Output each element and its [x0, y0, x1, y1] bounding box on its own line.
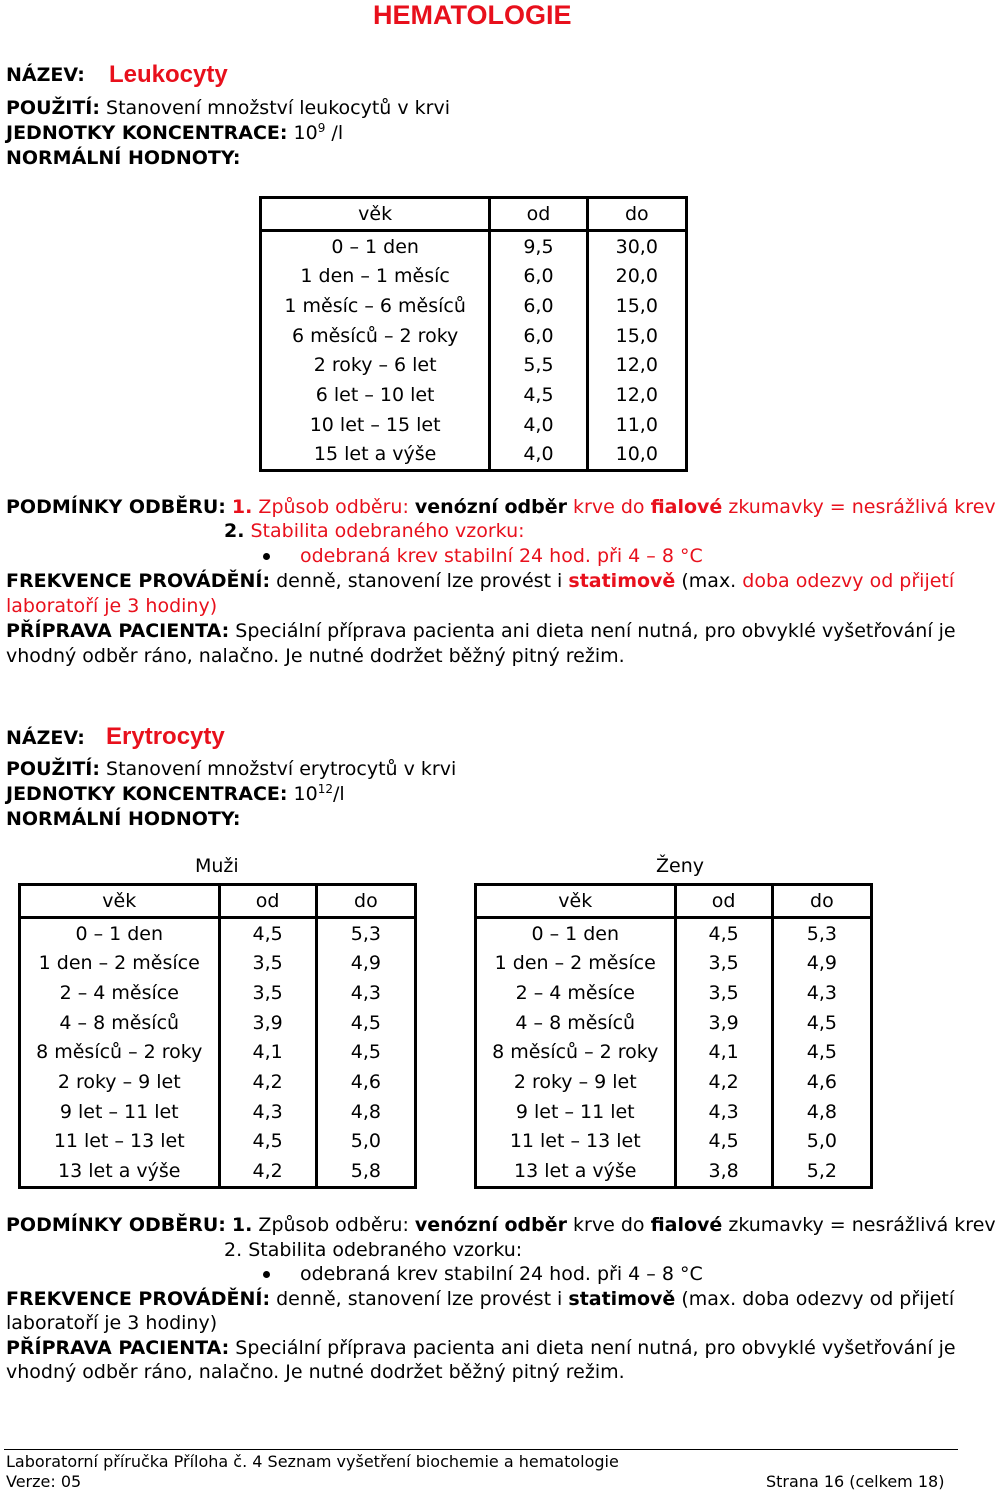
use-label: POUŽITÍ:: [6, 97, 100, 119]
table-header-cell: do: [772, 885, 871, 918]
table-cell: 30,0: [615, 235, 658, 258]
table-row: [261, 350, 687, 380]
table-cell: 4,2: [219, 1156, 316, 1187]
test-name: Erytrocyty: [106, 723, 225, 750]
table-cell: 4,2: [675, 1067, 772, 1097]
table-cell: 5,2: [806, 1160, 837, 1183]
table-row: [476, 948, 872, 978]
table-cell: 4,1: [675, 1037, 772, 1067]
conditions-label: PODMÍNKY ODBĚRU:: [6, 496, 226, 518]
leuko-conditions-row: [6, 496, 996, 518]
table-cell: 4,5: [806, 1041, 837, 1064]
table-row: [261, 230, 687, 261]
condition-number-1: 1.: [231, 1214, 253, 1236]
ery-stability-row: [224, 1239, 522, 1261]
footer-title: Laboratorní příručka Příloha č. 4 Seznam vyšetření biochemie a hematologie: [6, 1452, 619, 1471]
table-cell: 4 – 8 měsíců: [476, 1008, 676, 1038]
test-name: Leukocyty: [109, 61, 228, 88]
table-cell: 12,0: [615, 354, 658, 377]
table-row: [20, 1127, 416, 1157]
table-cell: 8 měsíců – 2 roky: [20, 1037, 220, 1067]
use-text: Stanovení množství leukocytů v krvi: [106, 97, 451, 119]
stability-text: odebraná krev stabilní 24 hod. při 4 – 8 °C: [300, 1263, 703, 1285]
frequency-response: doba odezvy od přijetí: [742, 570, 955, 592]
collection-method-label: Způsob odběru:: [258, 1214, 409, 1236]
footer-divider: [4, 1449, 958, 1450]
table-cell: 4,0: [490, 440, 587, 471]
women-caption: Ženy: [656, 855, 704, 877]
table-cell: 4,3: [350, 981, 381, 1004]
table-cell: 2 – 4 měsíce: [20, 978, 220, 1008]
table-cell: 1 den – 2 měsíce: [20, 948, 220, 978]
collection-method-value: venózní odběr: [414, 496, 567, 518]
table-cell: 3,5: [675, 948, 772, 978]
bullet-icon: [263, 553, 270, 560]
leuko-frequency-row: [6, 570, 954, 592]
table-cell: 0 – 1 den: [476, 917, 676, 948]
table-cell: 11,0: [615, 413, 658, 436]
table-cell: 3,5: [675, 978, 772, 1008]
table-cell: 4,1: [219, 1037, 316, 1067]
table-cell: 4,6: [806, 1070, 837, 1093]
name-label: NÁZEV:: [6, 727, 85, 749]
table-row: [476, 1067, 872, 1097]
condition-number-1: 1.: [231, 496, 253, 518]
women-reference-table: [474, 883, 873, 1189]
table-cell: 1 měsíc – 6 měsíců: [261, 291, 490, 321]
table-row: [476, 978, 872, 1008]
table-cell: 3,9: [219, 1008, 316, 1038]
table-cell: 5,5: [490, 350, 587, 380]
normal-values-label: NORMÁLNÍ HODNOTY:: [6, 147, 241, 169]
table-cell: 9 let – 11 let: [476, 1097, 676, 1127]
table-cell: 2 – 4 měsíce: [476, 978, 676, 1008]
table-cell: 4,8: [806, 1100, 837, 1123]
table-cell: 9,5: [490, 230, 587, 261]
bullet-icon: [263, 1271, 270, 1278]
preparation-text: Speciální příprava pacienta ani dieta není nutná, pro obvyklé vyšetřování je: [235, 620, 956, 642]
table-cell: 8 měsíců – 2 roky: [476, 1037, 676, 1067]
frequency-text: denně, stanovení lze provést i: [276, 1288, 563, 1310]
table-cell: 6,0: [490, 261, 587, 291]
table-cell: 4 – 8 měsíců: [20, 1008, 220, 1038]
table-header-cell: od: [490, 198, 587, 231]
table-cell: 13 let a výše: [20, 1156, 220, 1187]
table-header-cell: od: [219, 885, 316, 918]
table-cell: 4,3: [675, 1097, 772, 1127]
preparation-line-2: vhodný odběr ráno, nalačno. Je nutné dodržet běžný pitný režim.: [6, 1361, 625, 1383]
units-label: JEDNOTKY KONCENTRACE:: [6, 122, 288, 144]
table-cell: 3,8: [675, 1156, 772, 1187]
table-header-row: [476, 885, 872, 918]
table-header-row: [20, 885, 416, 918]
condition-number-2: 2.: [224, 520, 245, 542]
table-row: [20, 978, 416, 1008]
table-row: [20, 1067, 416, 1097]
table-header-cell: od: [675, 885, 772, 918]
table-header-cell: věk: [261, 198, 490, 231]
table-cell: 9 let – 11 let: [20, 1097, 220, 1127]
table-cell: 3,5: [219, 978, 316, 1008]
table-row: [20, 1037, 416, 1067]
preparation-text: Speciální příprava pacienta ani dieta není nutná, pro obvyklé vyšetřování je: [235, 1337, 956, 1359]
table-cell: 4,9: [350, 952, 381, 975]
table-row: [476, 1037, 872, 1067]
table-cell: 2 roky – 9 let: [476, 1067, 676, 1097]
units-exponent: 9: [317, 121, 326, 135]
normal-values-label: NORMÁLNÍ HODNOTY:: [6, 808, 241, 830]
table-row: [20, 917, 416, 948]
leuko-units-row: [6, 122, 343, 144]
collection-method-value: venózní odběr: [414, 1214, 567, 1236]
page-title: HEMATOLOGIE: [373, 0, 572, 30]
table-cell: 3,5: [219, 948, 316, 978]
ery-name-row: [6, 727, 85, 749]
table-cell: 11 let – 13 let: [20, 1127, 220, 1157]
ery-frequency-row: [6, 1288, 954, 1310]
table-cell: 15,0: [615, 294, 658, 317]
table-cell: 4,0: [490, 410, 587, 440]
frequency-max: (max.: [681, 1288, 737, 1310]
table-cell: 2 roky – 9 let: [20, 1067, 220, 1097]
frequency-line-2: laboratoří je 3 hodiny): [6, 595, 218, 617]
units-suffix: /l: [331, 122, 344, 144]
table-row: [261, 321, 687, 351]
tube-color: fialové: [650, 1214, 723, 1236]
table-row: [261, 261, 687, 291]
ery-use-row: [6, 758, 456, 780]
table-cell: 4,9: [806, 952, 837, 975]
use-label: POUŽITÍ:: [6, 758, 100, 780]
table-row: [20, 948, 416, 978]
leuko-preparation-row: [6, 620, 956, 642]
leuko-reference-table: [259, 196, 688, 472]
frequency-response: doba odezvy od přijetí: [742, 1288, 955, 1310]
table-cell: 4,6: [350, 1070, 381, 1093]
tube-description: zkumavky = nesrážlivá krev: [728, 496, 996, 518]
table-cell: 5,8: [350, 1160, 381, 1183]
units-base: 10: [293, 122, 318, 144]
table-cell: 10,0: [615, 443, 658, 466]
table-cell: 6,0: [490, 321, 587, 351]
table-cell: 13 let a výše: [476, 1156, 676, 1187]
ery-preparation-row: [6, 1337, 956, 1359]
preparation-line-2: vhodný odběr ráno, nalačno. Je nutné dodržet běžný pitný režim.: [6, 645, 625, 667]
stability-text: odebraná krev stabilní 24 hod. při 4 – 8 °C: [300, 545, 703, 567]
table-cell: 6 měsíců – 2 roky: [261, 321, 490, 351]
table-cell: 15 let a výše: [261, 440, 490, 471]
leuko-name-row: [6, 64, 85, 86]
table-row: [20, 1008, 416, 1038]
table-cell: 15,0: [615, 324, 658, 347]
table-cell: 11 let – 13 let: [476, 1127, 676, 1157]
table-cell: 10 let – 15 let: [261, 410, 490, 440]
table-cell: 5,3: [350, 922, 381, 945]
table-row: [261, 440, 687, 471]
table-row: [476, 917, 872, 948]
table-cell: 4,5: [675, 917, 772, 948]
units-suffix: /l: [333, 783, 345, 805]
frequency-line-2: laboratoří je 3 hodiny): [6, 1312, 218, 1334]
frequency-statim: statimově: [568, 1288, 676, 1310]
ery-units-row: [6, 783, 345, 805]
table-header-cell: věk: [20, 885, 220, 918]
table-cell: 4,5: [219, 1127, 316, 1157]
frequency-label: FREKVENCE PROVÁDĚNÍ:: [6, 1288, 271, 1310]
stability-label: Stabilita odebraného vzorku:: [250, 520, 525, 542]
table-cell: 0 – 1 den: [20, 917, 220, 948]
table-cell: 4,3: [806, 981, 837, 1004]
conditions-label: PODMÍNKY ODBĚRU:: [6, 1214, 226, 1236]
table-header-cell: věk: [476, 885, 676, 918]
table-row: [476, 1156, 872, 1187]
name-label: NÁZEV:: [6, 64, 85, 86]
tube-color: fialové: [650, 496, 723, 518]
ery-conditions-row: [6, 1214, 996, 1236]
table-cell: 4,2: [219, 1067, 316, 1097]
units-label: JEDNOTKY KONCENTRACE:: [6, 783, 288, 805]
footer-version: Verze: 05: [6, 1472, 82, 1491]
table-row: [476, 1008, 872, 1038]
men-reference-table: [18, 883, 417, 1189]
table-cell: 20,0: [615, 265, 658, 288]
condition-number-2: 2.: [224, 1239, 243, 1261]
table-cell: 5,0: [806, 1130, 837, 1153]
table-cell: 3,9: [675, 1008, 772, 1038]
table-header-row: [261, 198, 687, 231]
table-row: [261, 380, 687, 410]
table-cell: 5,3: [806, 922, 837, 945]
men-caption: Muži: [195, 855, 239, 877]
frequency-text: denně, stanovení lze provést i: [276, 570, 563, 592]
frequency-max: (max.: [681, 570, 737, 592]
table-row: [476, 1097, 872, 1127]
collection-method-text: krve do: [573, 496, 645, 518]
table-cell: 6,0: [490, 291, 587, 321]
units-exponent: 12: [317, 782, 334, 796]
table-row: [261, 291, 687, 321]
table-cell: 4,8: [350, 1100, 381, 1123]
table-cell: 4,5: [219, 917, 316, 948]
table-header-cell: do: [316, 885, 415, 918]
table-cell: 2 roky – 6 let: [261, 350, 490, 380]
table-header-cell: do: [587, 198, 686, 231]
table-cell: 0 – 1 den: [261, 230, 490, 261]
leuko-use-row: [6, 97, 450, 119]
tube-description: zkumavky = nesrážlivá krev: [728, 1214, 996, 1236]
table-cell: 4,5: [806, 1011, 837, 1034]
collection-method-text: krve do: [573, 1214, 645, 1236]
table-cell: 4,5: [490, 380, 587, 410]
table-cell: 1 den – 1 měsíc: [261, 261, 490, 291]
use-text: Stanovení množství erytrocytů v krvi: [106, 758, 457, 780]
leuko-stability-row: [224, 520, 525, 542]
table-cell: 6 let – 10 let: [261, 380, 490, 410]
table-cell: 12,0: [615, 383, 658, 406]
stability-label: Stabilita odebraného vzorku:: [248, 1239, 523, 1261]
table-row: [476, 1127, 872, 1157]
table-row: [20, 1097, 416, 1127]
preparation-label: PŘÍPRAVA PACIENTA:: [6, 1337, 230, 1359]
frequency-label: FREKVENCE PROVÁDĚNÍ:: [6, 570, 271, 592]
frequency-statim: statimově: [568, 570, 676, 592]
table-cell: 4,5: [350, 1011, 381, 1034]
table-row: [261, 410, 687, 440]
footer-page-number: Strana 16 (celkem 18): [766, 1472, 945, 1491]
table-cell: 4,3: [219, 1097, 316, 1127]
preparation-label: PŘÍPRAVA PACIENTA:: [6, 620, 230, 642]
table-cell: 4,5: [350, 1041, 381, 1064]
table-row: [20, 1156, 416, 1187]
table-cell: 1 den – 2 měsíce: [476, 948, 676, 978]
units-base: 10: [293, 783, 318, 805]
table-cell: 4,5: [675, 1127, 772, 1157]
table-cell: 5,0: [350, 1130, 381, 1153]
collection-method-label: Způsob odběru:: [258, 496, 409, 518]
